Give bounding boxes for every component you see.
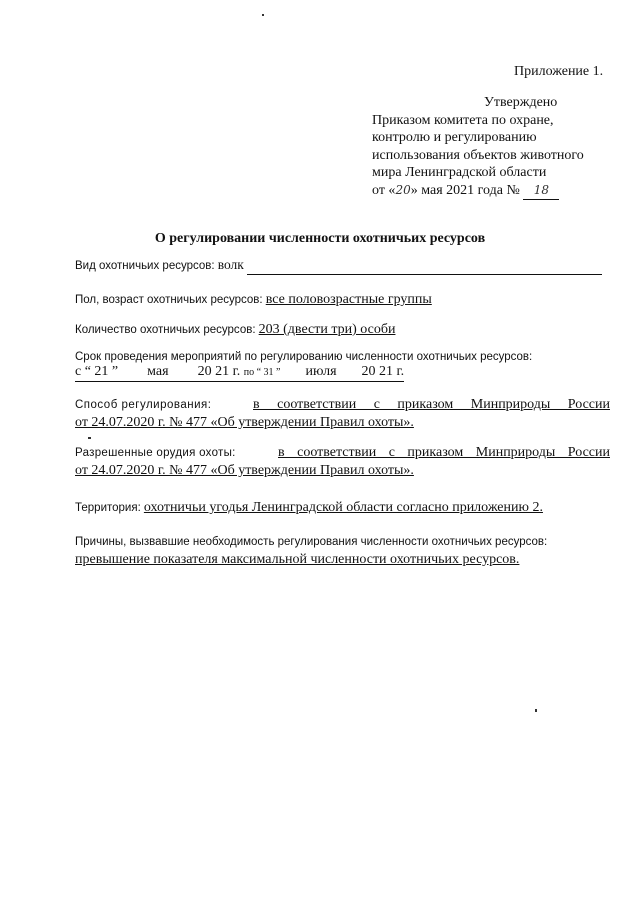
reasons-value: превышение показателя максимальной численности охотничьих ресурсов. <box>75 552 520 567</box>
species-value: волк <box>217 257 244 272</box>
period-dates-row <box>75 364 404 382</box>
method-line-1 <box>75 396 610 414</box>
order-line-4: мира Ленинградской области <box>372 165 547 180</box>
sex-age-field <box>75 290 610 309</box>
period-to-year: 20 21 <box>361 364 394 379</box>
method-value-line-2: от 24.07.2020 г. № 477 «Об утверждении Правил охоты». <box>75 415 414 430</box>
sex-age-label: Пол, возраст охотничьих ресурсов: <box>75 294 263 306</box>
period-from-prefix: с “ 21 ” <box>75 364 119 379</box>
order-line-3: использования объектов животного <box>372 147 584 163</box>
reasons-label: Причины, вызвавшие необходимость регулирования численности охотничьих ресурсов: <box>75 536 548 548</box>
order-date-line <box>372 182 622 201</box>
period-to-month: июля <box>305 364 337 379</box>
period-to-prefix: по “ 31 ” <box>243 367 281 378</box>
sex-age-value: все половозрастные группы <box>265 292 432 307</box>
date-middle: » мая 2021 года № <box>410 182 520 198</box>
reasons-field <box>75 533 610 569</box>
method-label: Способ регулирования: <box>75 399 212 411</box>
period-to-suffix: г. <box>396 364 405 379</box>
territory-value: охотничьи угодья Ленинградской области согласно приложению 2. <box>143 500 543 515</box>
hunting-tools-field <box>75 444 610 480</box>
date-prefix: от « <box>372 182 396 198</box>
quantity-value: 203 (двести три) особи <box>258 322 396 337</box>
approved-label: Утверждено <box>484 95 558 110</box>
species-field <box>75 256 610 275</box>
tools-value-line-1: в соответствии с приказом Минприроды России <box>278 445 610 460</box>
period-from-month: мая <box>147 364 169 379</box>
period-from-year: 20 21 <box>197 364 230 379</box>
scan-speck <box>535 709 537 712</box>
period-dates <box>75 364 455 382</box>
method-value-line-1: в соответствии с приказом Минприроды России <box>253 397 610 412</box>
document-title: О регулировании численности охотничьих ресурсов <box>154 231 486 246</box>
territory-field <box>75 498 610 517</box>
period-from-suffix: г. <box>232 364 241 379</box>
order-line-2: контролю и регулированию <box>372 130 537 145</box>
order-number-blank <box>523 182 559 201</box>
scan-speck <box>262 14 264 16</box>
territory-label: Территория: <box>75 502 141 514</box>
order-line-1: Приказом комитета по охране, <box>372 112 554 128</box>
species-fill-line <box>247 260 602 275</box>
species-label: Вид охотничьих ресурсов: <box>75 260 215 272</box>
scan-speck <box>88 437 91 439</box>
quantity-label: Количество охотничьих ресурсов: <box>75 324 256 336</box>
method-field <box>75 396 610 432</box>
period-label: Срок проведения мероприятий по регулированию численности охотничьих ресурсов: <box>75 351 533 363</box>
tools-value-line-2: от 24.07.2020 г. № 477 «Об утверждении Правил охоты». <box>75 463 414 478</box>
handwritten-order-number: 18 <box>533 182 549 197</box>
tools-line-1 <box>75 444 610 462</box>
handwritten-day: 20 <box>395 182 411 197</box>
approval-block <box>372 94 622 200</box>
appendix-label: Приложение 1. <box>514 64 604 79</box>
quantity-field <box>75 320 610 339</box>
tools-label: Разрешенные орудия охоты: <box>75 447 236 459</box>
